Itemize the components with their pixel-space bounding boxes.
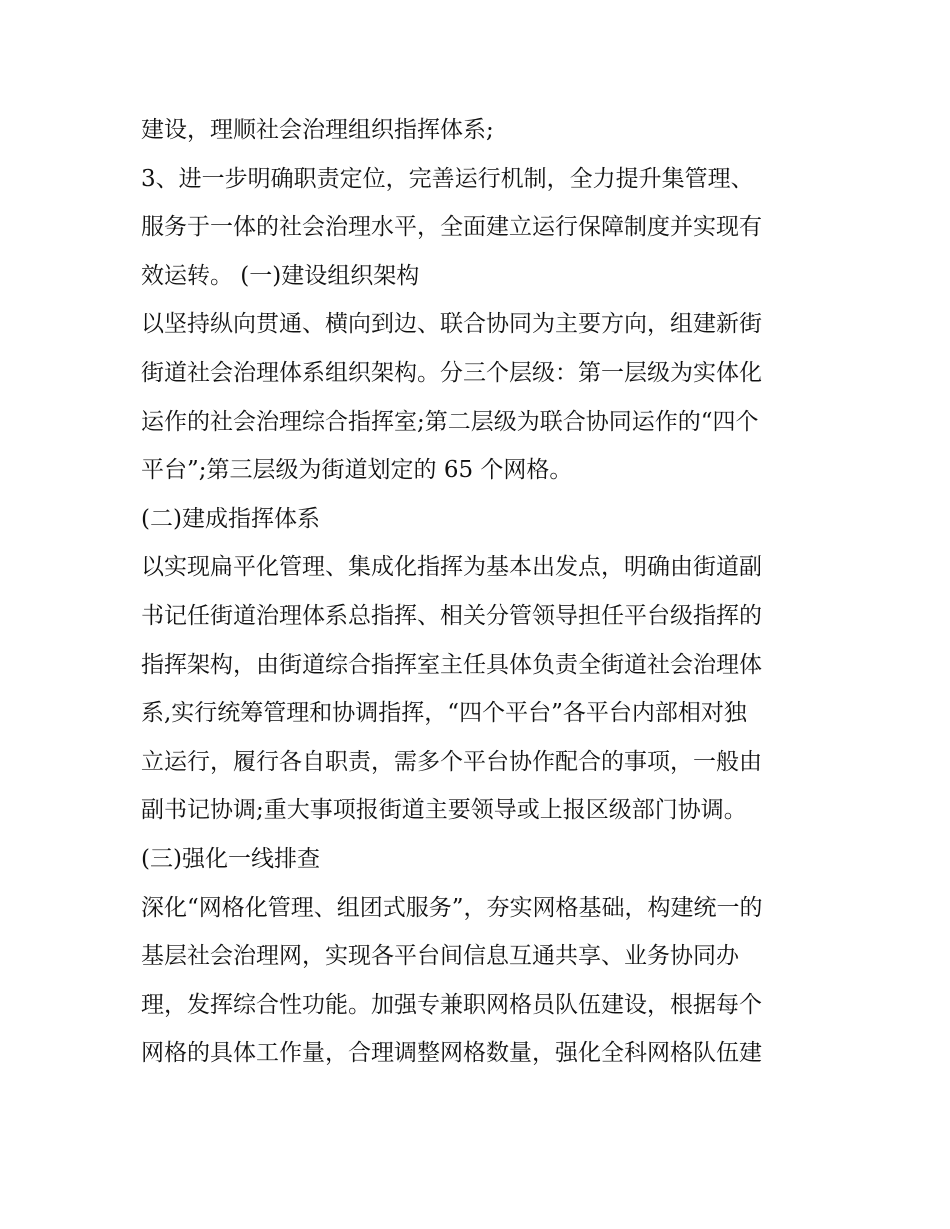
text-line: 服务于一体的社会治理水平，全面建立运行保障制度并实现有 <box>141 214 762 241</box>
text-line: 街道社会治理体系组织架构。分三个层级：第一层级为实体化 <box>141 359 762 386</box>
text-line: 以实现扁平化管理、集成化指挥为基本出发点，明确由街道副 <box>141 554 762 581</box>
text-line: 平台”;第三层级为街道划定的 65 个网格。 <box>141 457 573 484</box>
section-heading: (二)建成指挥体系 <box>141 505 320 532</box>
text-line: 建设，理顺社会治理组织指挥体系; <box>141 117 494 143</box>
text-line: 理，发挥综合性功能。加强专兼职网格员队伍建设，根据每个 <box>141 991 762 1018</box>
section-heading: (三)强化一线排查 <box>141 845 320 872</box>
text-line: 立运行，履行各自职责，需多个平台协作配合的事项，一般由 <box>141 748 762 775</box>
text-line: 系,实行统筹管理和协调指挥，“四个平台”各平台内部相对独 <box>141 700 747 727</box>
text-line: 书记任街道治理体系总指挥、相关分管领导担任平台级指挥的 <box>141 602 762 629</box>
document-body <box>141 106 821 1078</box>
text-line: 深化“网格化管理、组团式服务”，夯实网格基础，构建统一的 <box>141 894 763 921</box>
text-line: 效运转。 (一)建设组织架构 <box>141 262 420 289</box>
text-line: 运作的社会治理综合指挥室;第二层级为联合协同运作的“四个 <box>141 408 759 435</box>
text-line: 基层社会治理网，实现各平台间信息互通共享、业务协同办 <box>141 943 739 970</box>
text-line: 以坚持纵向贯通、横向到边、联合协同为主要方向，组建新街 <box>141 311 762 338</box>
text-line: 网格的具体工作量，合理调整网格数量，强化全科网格队伍建 <box>141 1040 762 1067</box>
text-line: 副书记协调;重大事项报街道主要领导或上报区级部门协调。 <box>141 797 747 824</box>
text-line: 指挥架构，由街道综合指挥室主任具体负责全街道社会治理体 <box>141 651 762 678</box>
text-line: 3、进一步明确职责定位，完善运行机制，全力提升集管理、 <box>141 165 754 192</box>
